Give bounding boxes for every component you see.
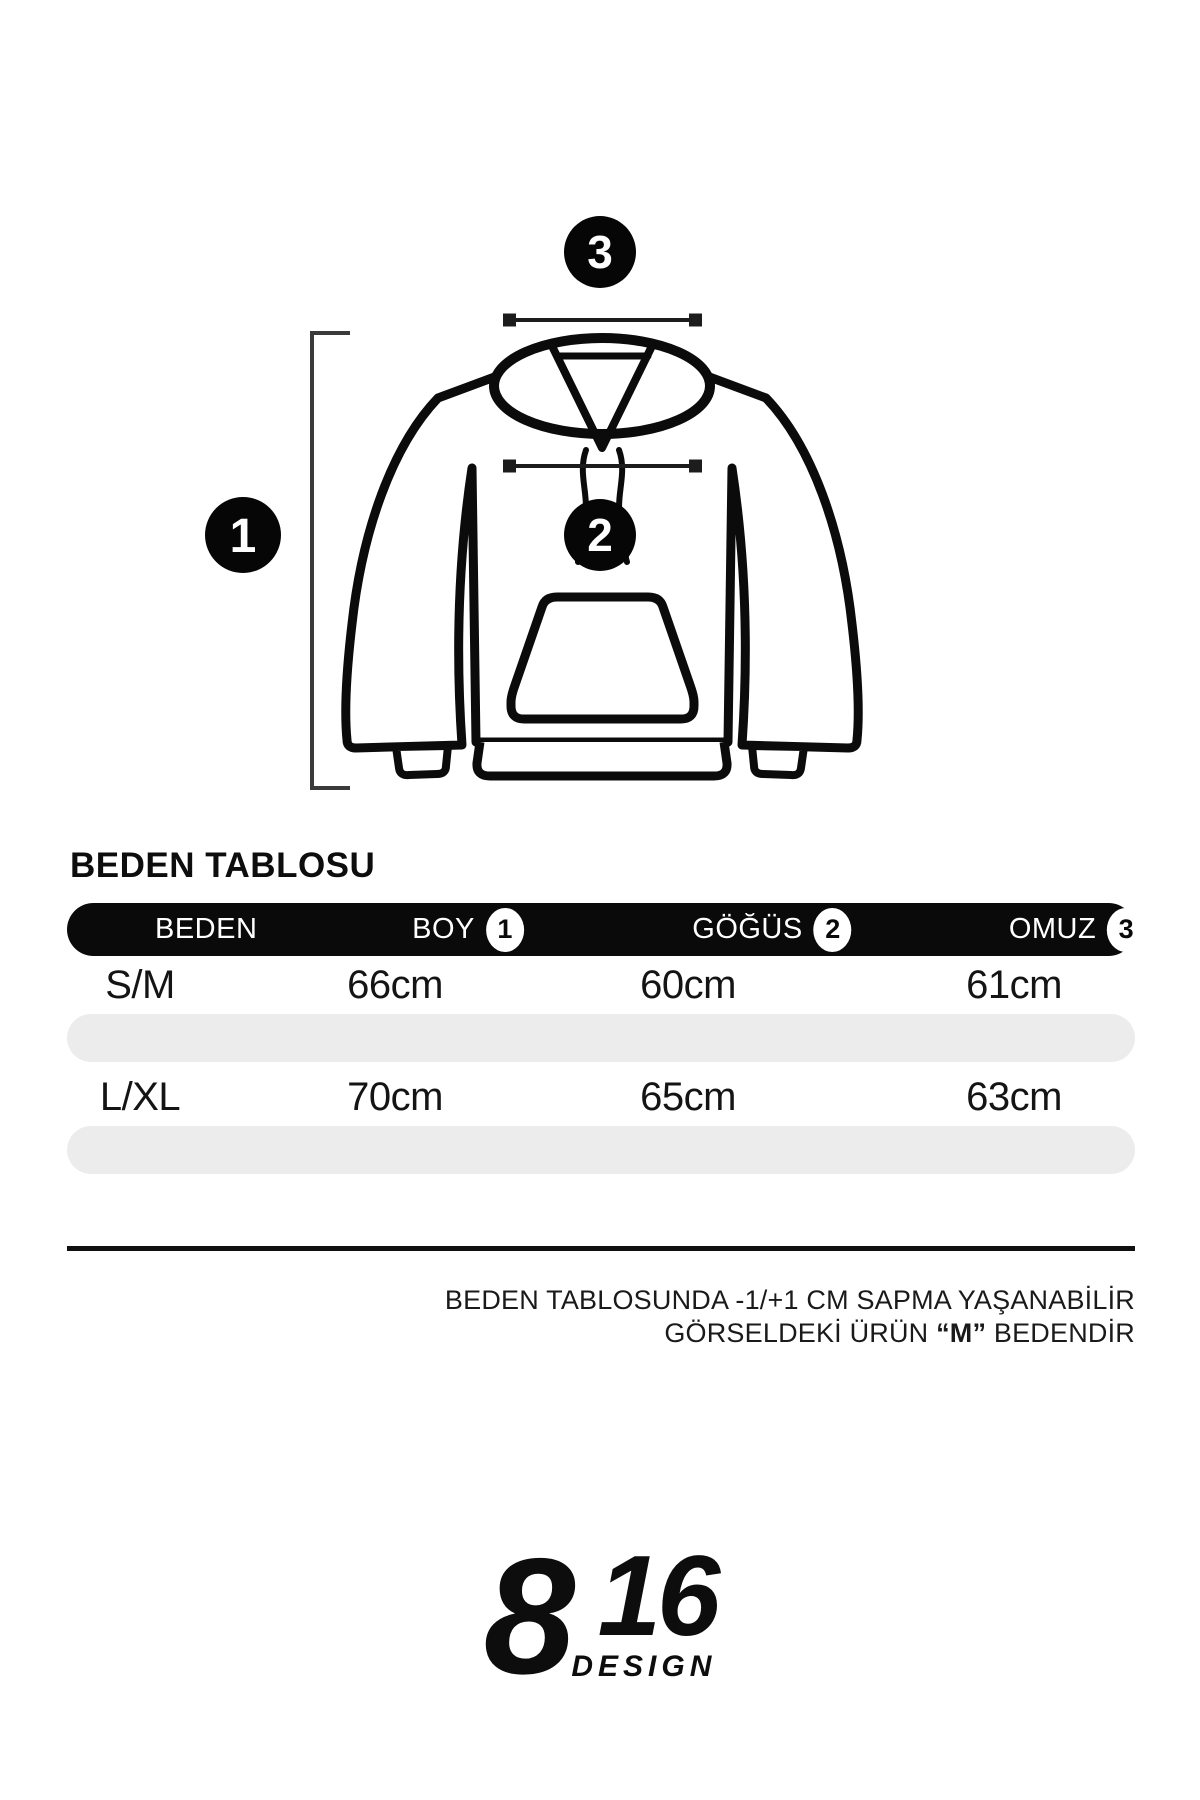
hoodie-left-cuff <box>396 746 448 775</box>
row1-chest: 60cm <box>640 963 736 1007</box>
header-length-badge: 1 <box>486 908 524 952</box>
shoulder-measure-cap-left <box>503 314 516 327</box>
header-chest-badge: 2 <box>814 908 852 952</box>
row-stripe <box>67 1014 1135 1062</box>
header-shoulder-badge: 3 <box>1107 908 1145 952</box>
size-table-title: BEDEN TABLOSU <box>70 846 376 885</box>
brand-logo-right <box>571 1533 717 1683</box>
chest-measure-cap-left <box>503 460 516 473</box>
row2-chest: 65cm <box>640 1075 736 1119</box>
shoulder-measure-cap-right <box>689 314 702 327</box>
header-cell-length <box>412 903 524 956</box>
row2-shoulder: 63cm <box>966 1075 1062 1119</box>
hoodie-pocket <box>511 597 694 719</box>
shoulder-badge-number: 3 <box>587 226 613 278</box>
header-label-chest: GÖĞÜS <box>692 913 803 945</box>
hoodie-measurement-diagram <box>0 0 1200 830</box>
note-line-1: BEDEN TABLOSUNDA -1/+1 CM SAPMA YAŞANABİLİR <box>444 1285 1135 1315</box>
row-stripe <box>67 1126 1135 1174</box>
row2-size: L/XL <box>99 1075 181 1119</box>
brand-wordmark: DESIGN <box>571 1650 717 1683</box>
header-cell-chest <box>692 903 851 956</box>
note-line2-prefix: GÖRSELDEKİ ÜRÜN <box>664 1318 937 1348</box>
hoodie-hem-band <box>477 742 727 776</box>
note-line2-suffix: BEDENDİR <box>986 1318 1135 1348</box>
note-line2-emphasis: “M” <box>936 1318 987 1348</box>
note-line-2 <box>445 1317 1135 1350</box>
header-label-shoulder: OMUZ <box>1008 913 1097 945</box>
row1-length: 66cm <box>347 963 443 1007</box>
row2-length: 70cm <box>347 1075 443 1119</box>
hoodie-right-cuff <box>752 746 804 775</box>
header-label-size: BEDEN <box>155 913 258 945</box>
header-cell-size <box>155 903 257 956</box>
row1-shoulder: 61cm <box>966 963 1062 1007</box>
hood-opening <box>494 338 710 434</box>
table-bottom-rule <box>67 1246 1135 1251</box>
header-cell-shoulder <box>1009 903 1145 956</box>
size-table-header-bar <box>67 903 1135 956</box>
brand-logo <box>483 1524 717 1708</box>
chest-measure-cap-right <box>689 460 702 473</box>
table-row <box>0 964 1200 1006</box>
table-row <box>0 1076 1200 1118</box>
length-badge-number: 1 <box>229 510 257 563</box>
size-notes <box>445 1284 1135 1350</box>
brand-digit-8: 8 <box>483 1524 570 1708</box>
row1-size: S/M <box>105 963 175 1007</box>
brand-digits-16: 16 <box>597 1533 717 1660</box>
chest-badge-number: 2 <box>587 509 613 561</box>
header-label-length: BOY <box>412 913 475 945</box>
